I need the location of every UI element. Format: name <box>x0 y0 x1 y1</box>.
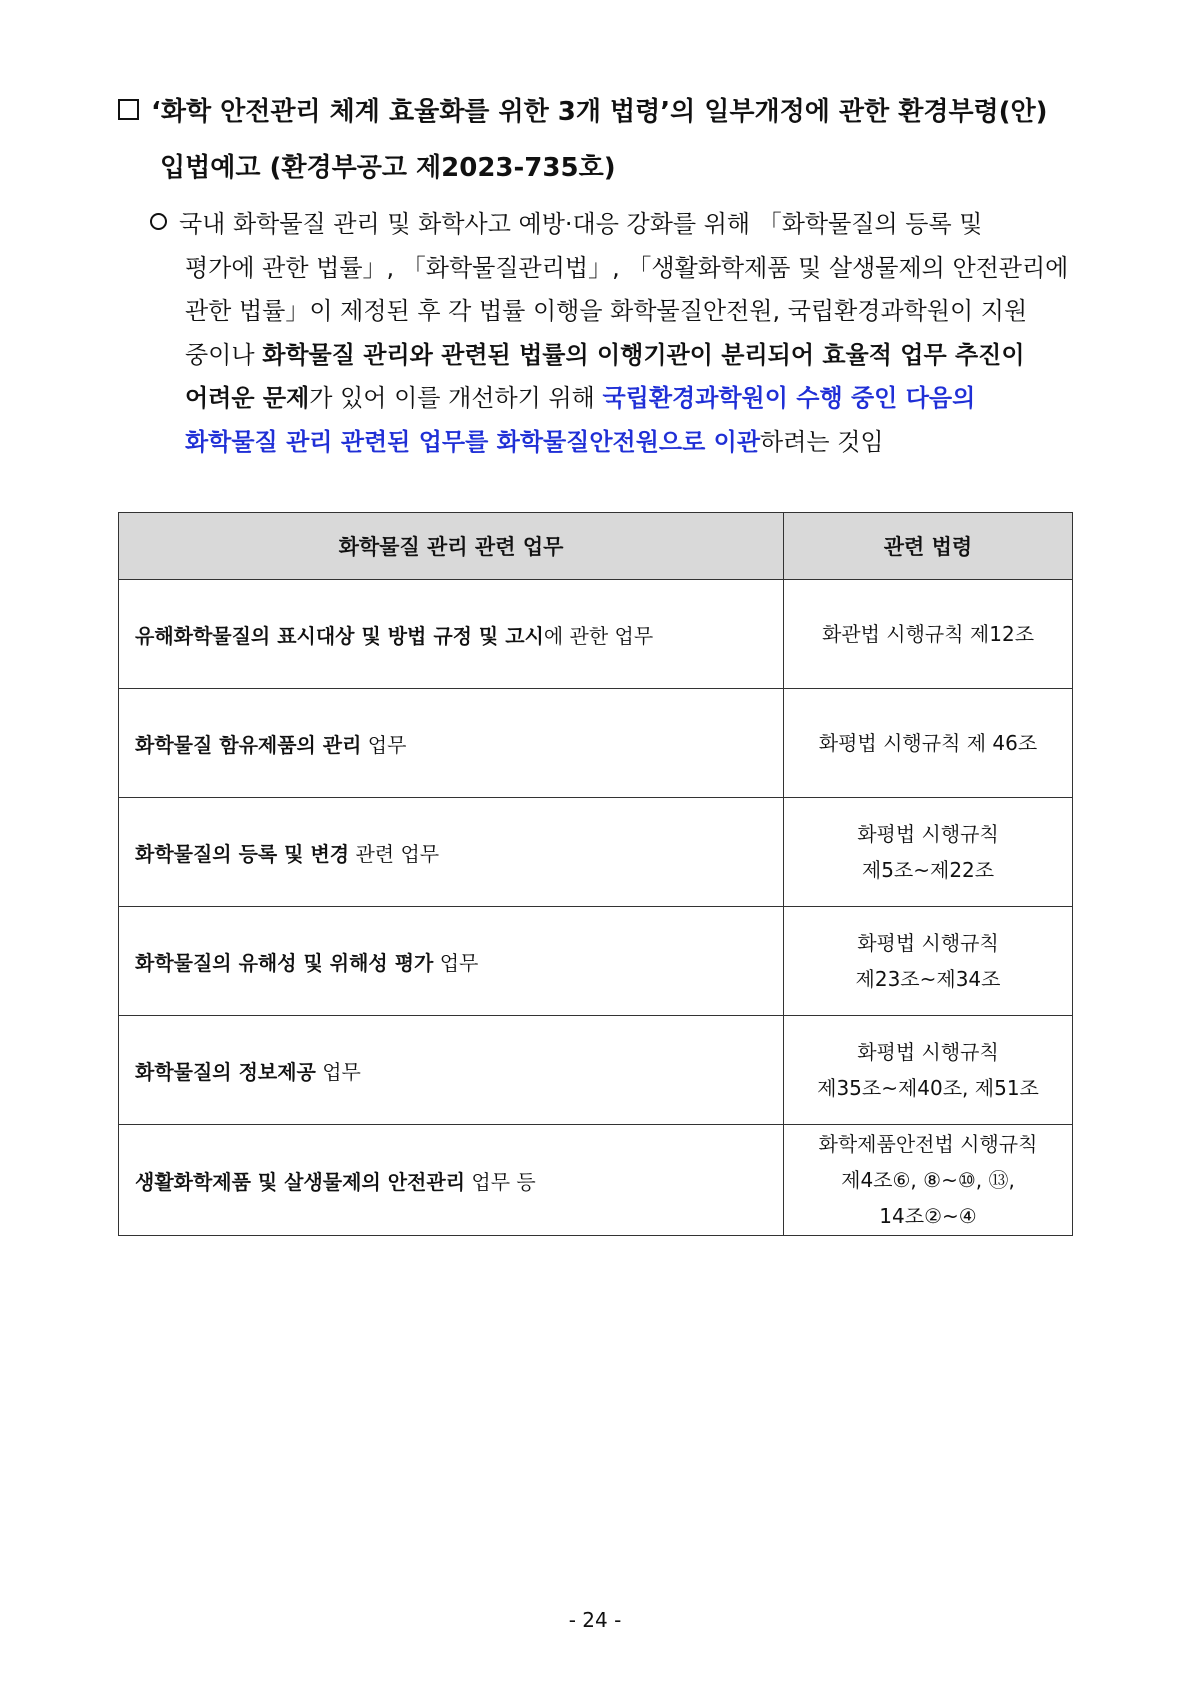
task-cell <box>119 1125 784 1236</box>
law-line: 화평법 시행규칙 제 46조 <box>818 731 1038 755</box>
circle-bullet-icon <box>150 213 167 230</box>
task-bold-text: 유해화학물질의 표시대상 및 방법 규정 및 고시 <box>135 623 544 648</box>
paragraph-line-6: 화학물질 관리 관련된 업무를 화학물질안전원으로 이관하려는 것임 <box>185 427 884 456</box>
checkbox-square-icon <box>118 99 139 120</box>
task-normal-text: 관련 업무 <box>349 841 440 866</box>
table-row <box>119 689 1073 798</box>
table-row <box>119 907 1073 1016</box>
table-row <box>119 1125 1073 1236</box>
page-number: - 24 - <box>568 1608 622 1632</box>
law-cell <box>784 798 1073 907</box>
task-cell <box>119 580 784 689</box>
table-row <box>119 580 1073 689</box>
task-cell <box>119 907 784 1016</box>
task-bold-text: 화학물질의 유해성 및 위해성 평가 <box>135 950 434 975</box>
paragraph-line-3: 관한 법률」이 제정된 후 각 법률 이행을 화학물질안전원, 국립환경과학원이 지원 <box>185 297 1028 325</box>
law-cell <box>784 689 1073 798</box>
heading-line-2: 입법예고 (환경부공고 제2023-735호) <box>160 153 616 183</box>
law-cell <box>784 580 1073 689</box>
task-bold-text: 생활화학제품 및 살생물제의 안전관리 <box>135 1169 466 1194</box>
law-line: 제4조⑥, ⑧~⑩, ⑬, <box>841 1168 1015 1192</box>
law-line: 화평법 시행규칙 <box>857 1040 999 1064</box>
paragraph-line-1: 국내 화학물질 관리 및 화학사고 예방·대응 강화를 위해 「화학물질의 등록 및 <box>150 203 1082 247</box>
task-normal-text: 업무 <box>315 1059 361 1084</box>
task-cell <box>119 798 784 907</box>
table-header-row <box>119 513 1073 580</box>
law-line: 화관법 시행규칙 제12조 <box>821 622 1035 646</box>
summary-paragraph <box>150 203 1082 464</box>
header-task: 화학물질 관리 관련 업무 <box>119 513 784 580</box>
transfer-tasks-table <box>118 512 1073 1236</box>
section-heading <box>118 84 1078 196</box>
table-row <box>119 798 1073 907</box>
paragraph-line-5: 어려운 문제가 있어 이를 개선하기 위해 국립환경과학원이 수행 중인 다음의 <box>185 384 976 412</box>
paragraph-line-2: 평가에 관한 법률」, 「화학물질관리법」, 「생활화학제품 및 살생물제의 안전관리에 <box>185 253 1069 282</box>
task-normal-text: 에 관한 업무 <box>543 623 654 648</box>
law-cell <box>784 907 1073 1016</box>
task-cell <box>119 689 784 798</box>
task-normal-text: 업무 <box>361 732 407 757</box>
paragraph-line-4: 중이나 화학물질 관리와 관련된 법률의 이행기관이 분리되어 효율적 업무 추진이 <box>185 340 1025 369</box>
heading-line-1: ‘화학 안전관리 체계 효율화를 위한 3개 법령’의 일부개정에 관한 환경부령(안) <box>118 84 1078 140</box>
law-line: 14조②~④ <box>879 1204 977 1228</box>
law-line: 제5조~제22조 <box>861 858 995 882</box>
law-line: 화평법 시행규칙 <box>857 931 999 955</box>
law-line: 제23조~제34조 <box>855 967 1001 991</box>
law-line: 제35조~제40조, 제51조 <box>817 1076 1039 1100</box>
table-row <box>119 1016 1073 1125</box>
task-normal-text: 업무 등 <box>465 1169 536 1194</box>
law-cell <box>784 1125 1073 1236</box>
law-cell <box>784 1016 1073 1125</box>
task-bold-text: 화학물질의 등록 및 변경 <box>135 841 350 866</box>
task-cell <box>119 1016 784 1125</box>
task-bold-text: 화학물질 함유제품의 관리 <box>135 732 362 757</box>
task-bold-text: 화학물질의 정보제공 <box>135 1059 316 1084</box>
law-line: 화학제품안전법 시행규칙 <box>818 1132 1038 1156</box>
law-line: 화평법 시행규칙 <box>857 822 999 846</box>
task-normal-text: 업무 <box>433 950 479 975</box>
header-law: 관련 법령 <box>784 513 1073 580</box>
